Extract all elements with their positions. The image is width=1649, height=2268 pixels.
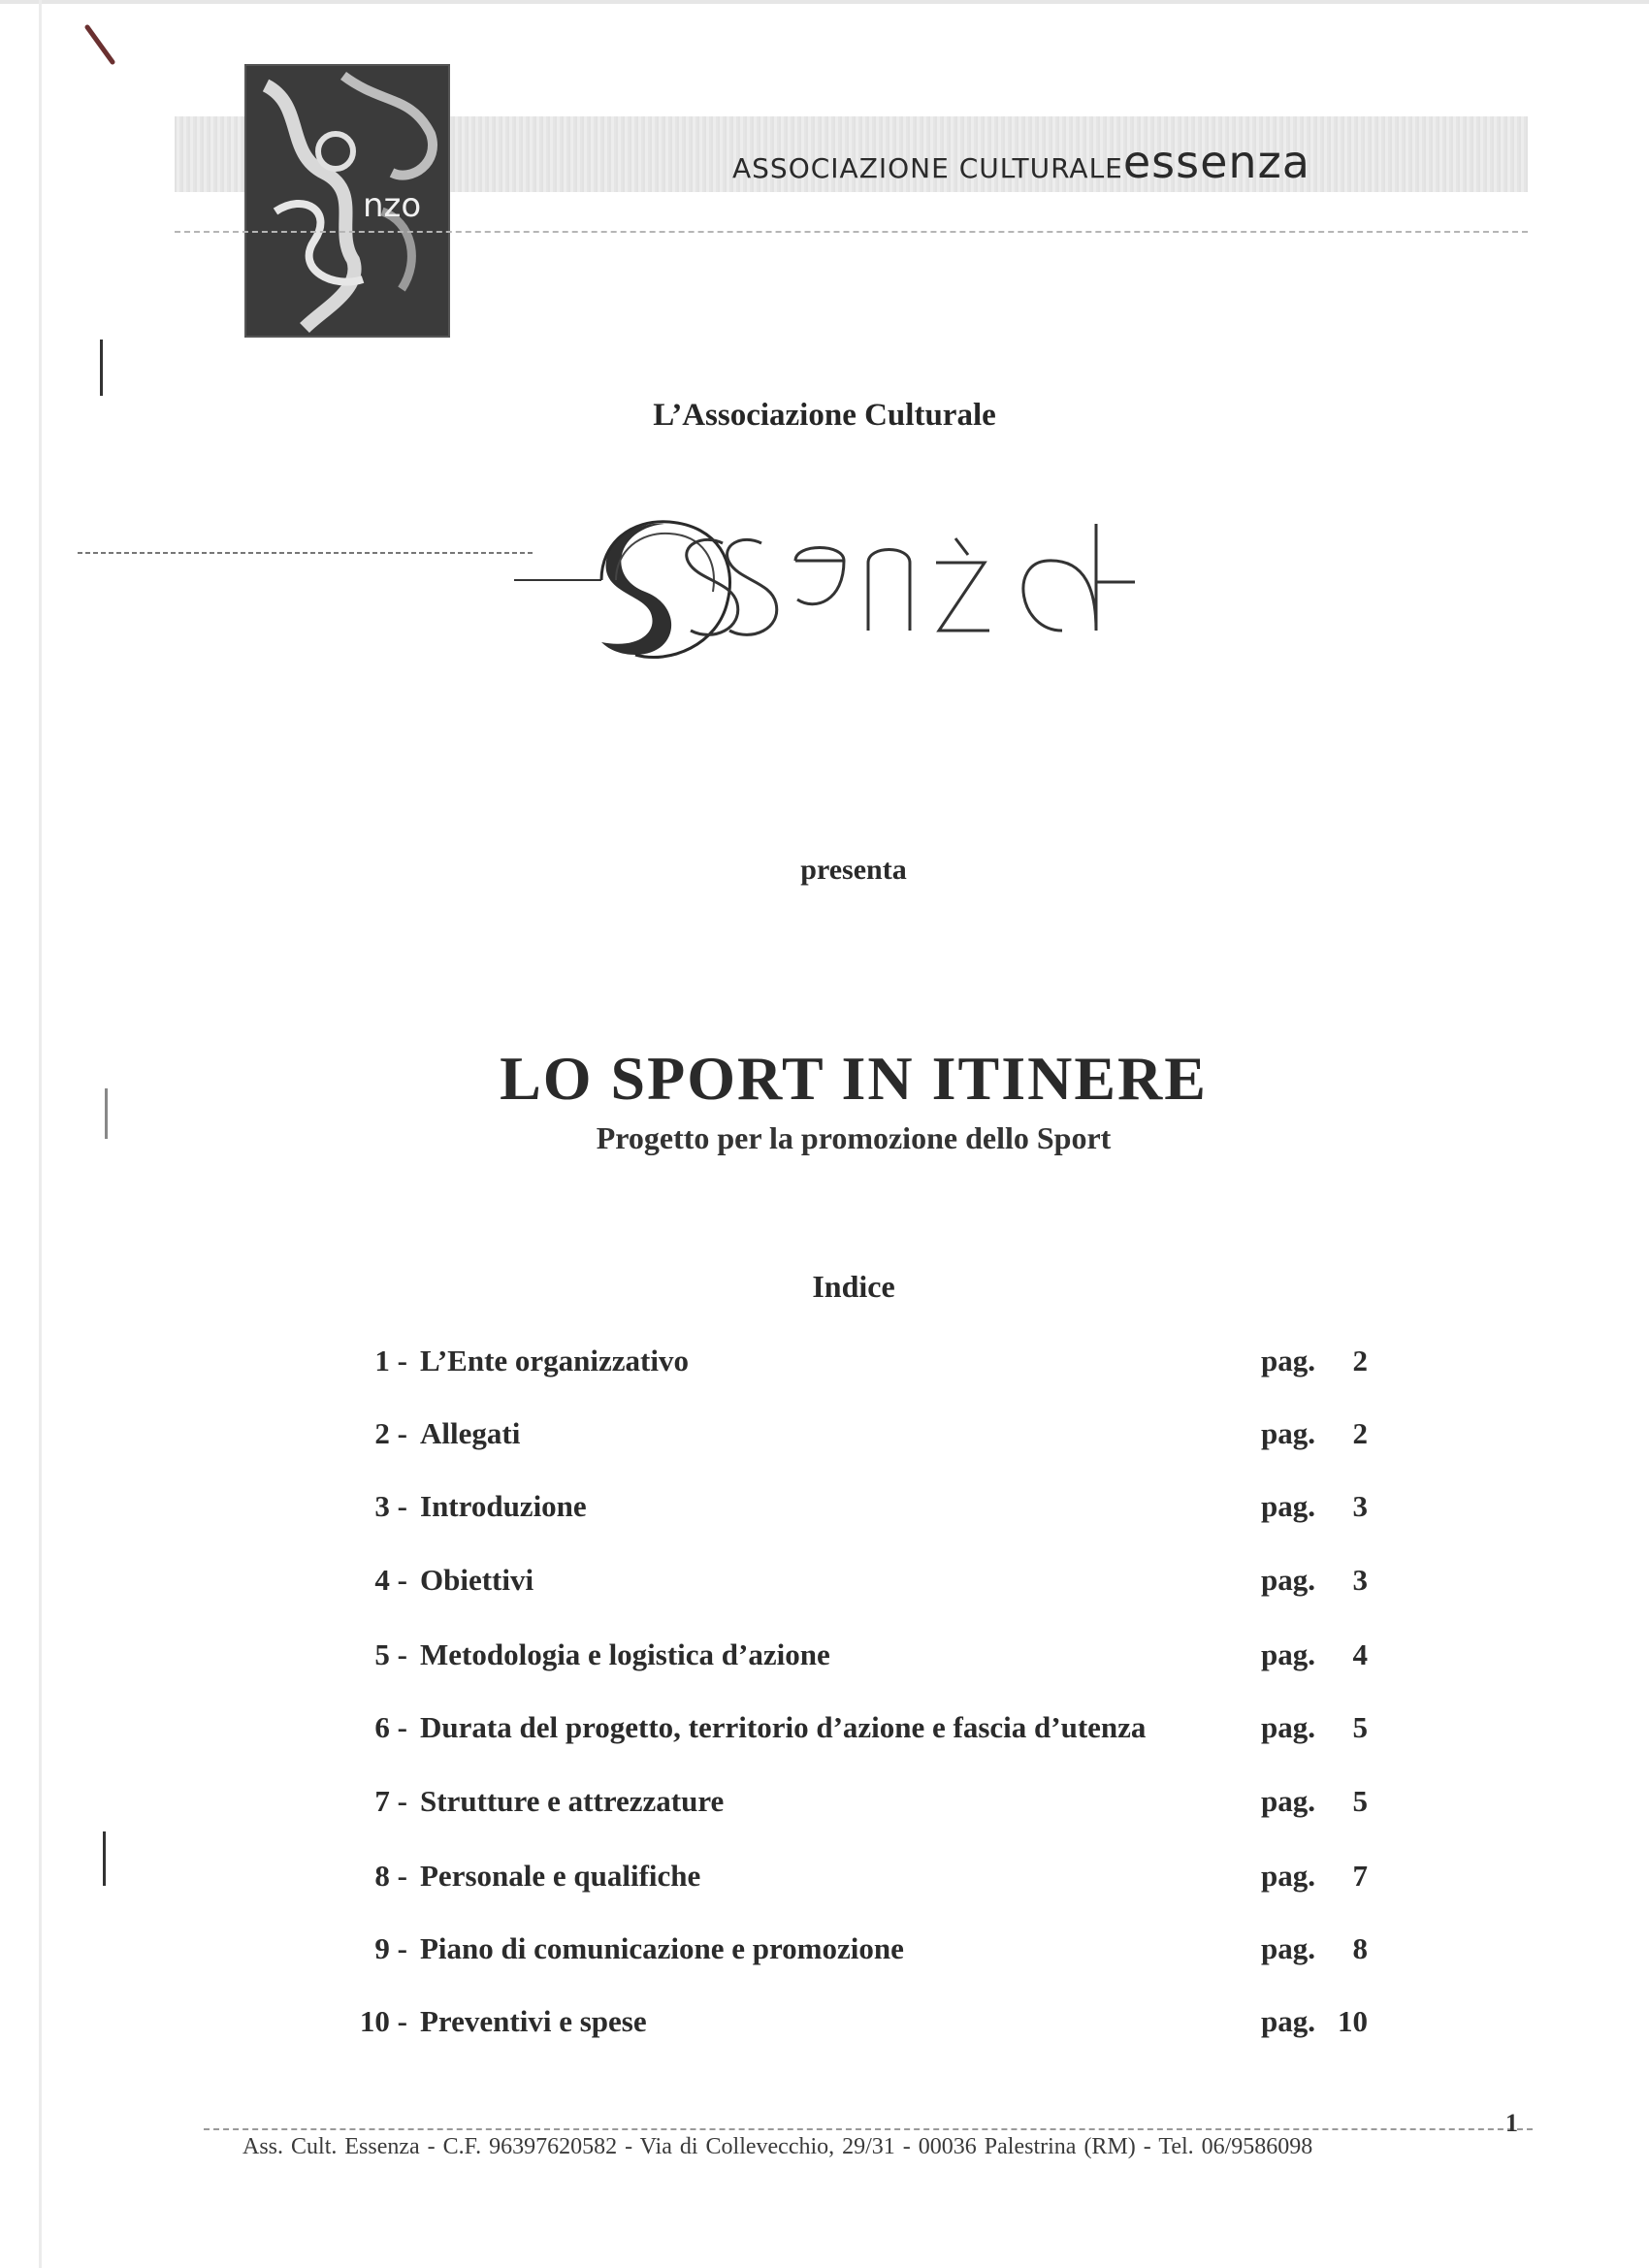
page-number: 1 [1505, 2109, 1518, 2137]
toc-entry-title: Metodologia e logistica d’azione [420, 1637, 830, 1671]
toc-entry-number: 4 - [374, 1563, 407, 1597]
toc-entry-pag-label: pag. [1261, 1859, 1315, 1893]
toc-entry-title: Strutture e attrezzature [420, 1784, 725, 1818]
toc-entry-title: L’Ente organizzativo [420, 1344, 689, 1377]
toc-entry [330, 2004, 1368, 2043]
toc-entry-page-number: 3 [1352, 1563, 1368, 1597]
toc-entry-title: Personale e qualifiche [420, 1859, 701, 1893]
header-brand: essenza [1122, 136, 1310, 188]
toc-entry-title: Preventivi e spese [420, 2004, 647, 2038]
scan-mark [100, 340, 103, 396]
toc-entry-number: 10 - [359, 2004, 407, 2038]
toc-entry-page-number: 5 [1352, 1784, 1368, 1818]
toc-entry-page-number: 8 [1352, 1931, 1368, 1965]
toc-entry-number: 5 - [374, 1637, 407, 1671]
toc-entry-pag-label: pag. [1261, 1710, 1315, 1744]
association-logo [244, 64, 450, 338]
index-heading: Indice [812, 1269, 895, 1304]
toc-entry [330, 1931, 1368, 1970]
toc-entry-title: Durata del progetto, territorio d’azione e fascia d’utenza [420, 1710, 1147, 1744]
toc-entry-pag-label: pag. [1261, 1489, 1315, 1523]
toc-entry-title: Obiettivi [420, 1563, 534, 1597]
toc-entry-pag-label: pag. [1261, 1344, 1315, 1377]
large-logo-text: essenza [78, 485, 81, 486]
toc-entry-page-number: 3 [1352, 1489, 1368, 1523]
document-subtitle: Progetto per la promozione dello Sport [596, 1120, 1112, 1155]
toc-entry-number: 2 - [374, 1416, 407, 1450]
toc-entry-pag-label: pag. [1261, 1563, 1315, 1597]
toc-entry-title: Introduzione [420, 1489, 587, 1523]
toc-entry [330, 1489, 1368, 1528]
toc-entry [330, 1344, 1368, 1382]
toc-entry-page-number: 2 [1352, 1416, 1368, 1450]
toc-entry-pag-label: pag. [1261, 2004, 1315, 2038]
document-title: LO SPORT IN ITINERE [500, 1044, 1208, 1113]
footer-rule [204, 2128, 1533, 2130]
toc-entry-number: 7 - [374, 1784, 407, 1818]
footer-contact: Ass. Cult. Essenza - C.F. 96397620582 - Via di Collevecchio, 29/31 - 00036 Palestrina (RM) - Tel. 06/9586098 [242, 2134, 1313, 2159]
toc-entry-number: 8 - [374, 1859, 407, 1893]
association-label: L’Associazione Culturale [653, 398, 996, 433]
toc-entry-number: 6 - [374, 1710, 407, 1744]
scan-mark [103, 1831, 106, 1886]
toc-entry [330, 1416, 1368, 1455]
scan-edge [0, 0, 1649, 4]
toc-entry-pag-label: pag. [1261, 1637, 1315, 1671]
toc-entry-page-number: 10 [1338, 2004, 1368, 2038]
header-rule [175, 231, 1528, 234]
toc-entry [330, 1859, 1368, 1897]
toc-entry [330, 1637, 1368, 1676]
toc-entry-page-number: 2 [1352, 1344, 1368, 1377]
toc-entry [330, 1563, 1368, 1602]
small-logo-text: nzo [363, 186, 422, 225]
toc-entry-pag-label: pag. [1261, 1931, 1315, 1965]
toc-entry-title: Piano di comunicazione e promozione [420, 1931, 904, 1965]
header-prefix: ASSOCIAZIONE CULTURALE [732, 152, 1123, 184]
toc-entry [330, 1784, 1368, 1823]
pen-mark [0, 0, 136, 87]
toc-entry-number: 9 - [374, 1931, 407, 1965]
toc-entry-page-number: 4 [1352, 1637, 1368, 1671]
toc-entry-page-number: 7 [1352, 1859, 1368, 1893]
toc-entry-pag-label: pag. [1261, 1784, 1315, 1818]
essenza-logo [78, 485, 1242, 679]
presenta-label: presenta [800, 854, 907, 886]
toc-entry-number: 1 - [374, 1344, 407, 1377]
toc-entry-number: 3 - [374, 1489, 407, 1523]
toc-entry-page-number: 5 [1352, 1710, 1368, 1744]
toc-entry-pag-label: pag. [1261, 1416, 1315, 1450]
toc-entry-title: Allegati [420, 1416, 521, 1450]
toc-entry [330, 1710, 1368, 1749]
header-association-name [732, 136, 1310, 188]
